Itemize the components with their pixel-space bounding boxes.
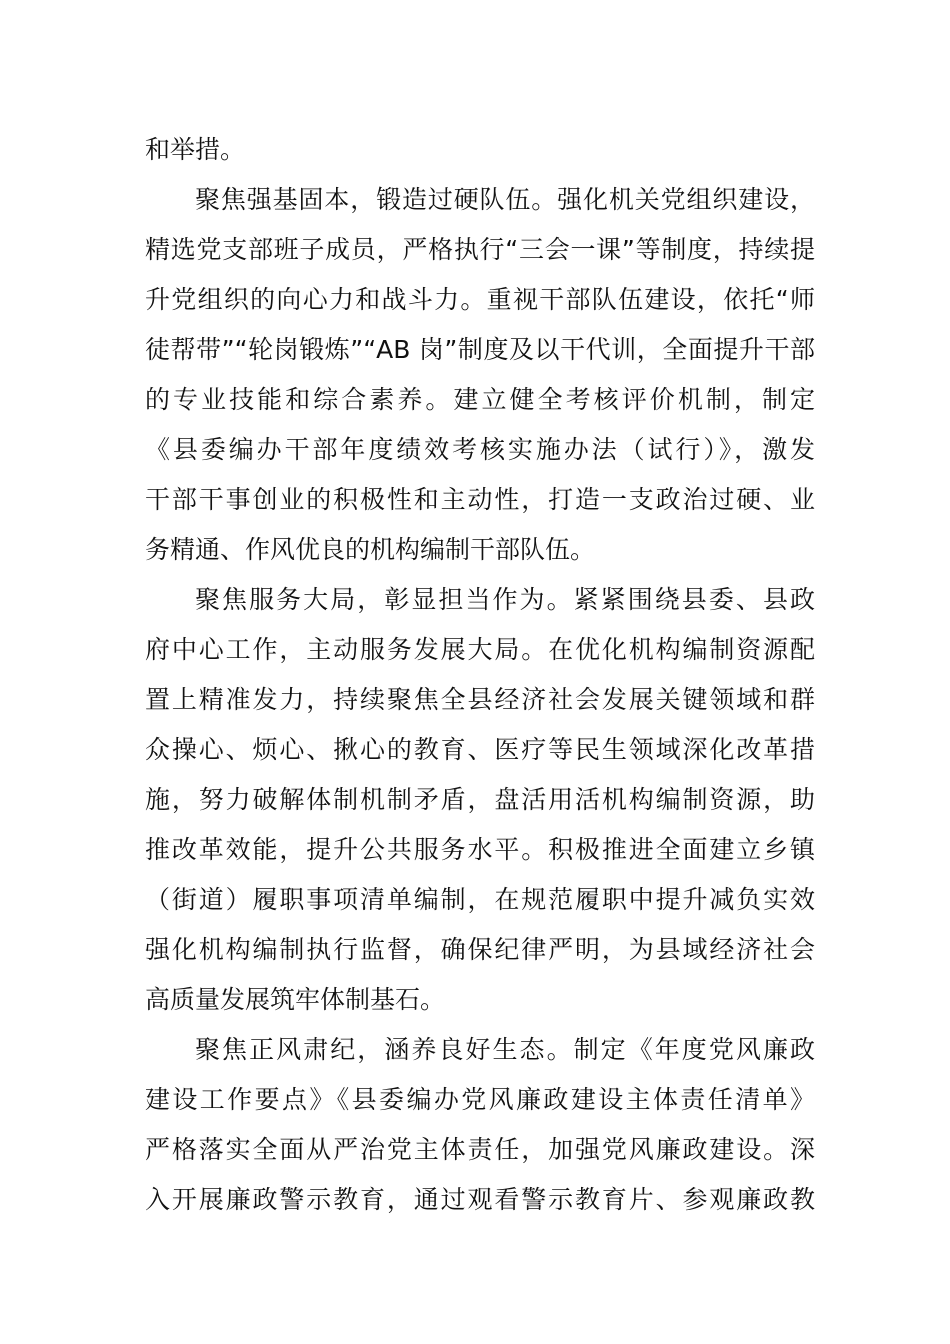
text-line: 众操心、烦心、揪心的教育、医疗等民生领域深化改革措 [145,735,815,764]
text-line: 《县委编办干部年度绩效考核实施办法（试行）》，激发 [145,435,815,464]
text-line: 务精通、作风优良的机构编制干部队伍。 [145,535,596,564]
paragraph-first-line: 聚焦服务大局，彰显担当作为。紧紧围绕县委、县政 [195,585,815,614]
paragraph-first-line: 聚焦正风肃纪，涵养良好生态。制定《年度党风廉政 [195,1035,815,1064]
text-line: 入开展廉政警示教育，通过观看警示教育片、参观廉政教 [145,1185,815,1214]
text-line: 精选党支部班子成员，严格执行“三会一课”等制度，持续提 [145,235,815,264]
text-line: 强化机构编制执行监督，确保纪律严明，为县域经济社会 [145,935,815,964]
text-line: 徒帮带”“轮岗锻炼”“AB 岗”制度及以干代训，全面提升干部 [145,335,815,364]
text-line: 置上精准发力，持续聚焦全县经济社会发展关键领域和群 [145,685,815,714]
text-line: 建设工作要点》《县委编办党风廉政建设主体责任清单》 [145,1085,815,1114]
text-line: （街道）履职事项清单编制，在规范履职中提升减负实效 [145,885,815,914]
text-line: 府中心工作，主动服务发展大局。在优化机构编制资源配 [145,635,815,664]
text-line: 升党组织的向心力和战斗力。重视干部队伍建设，依托“师 [145,285,815,314]
text-line: 和举措。 [145,135,246,164]
text-line: 施，努力破解体制机制矛盾，盘活用活机构编制资源，助 [145,785,815,814]
text-line: 推改革效能，提升公共服务水平。积极推进全面建立乡镇 [145,835,815,864]
text-line: 严格落实全面从严治党主体责任，加强党风廉政建设。深 [145,1135,815,1164]
paragraph-first-line: 聚焦强基固本，锻造过硬队伍。强化机关党组织建设， [195,185,815,214]
text-line: 的专业技能和综合素养。建立健全考核评价机制，制定 [145,385,815,414]
text-line: 干部干事创业的积极性和主动性，打造一支政治过硬、业 [145,485,815,514]
text-line: 高质量发展筑牢体制基石。 [145,985,446,1014]
